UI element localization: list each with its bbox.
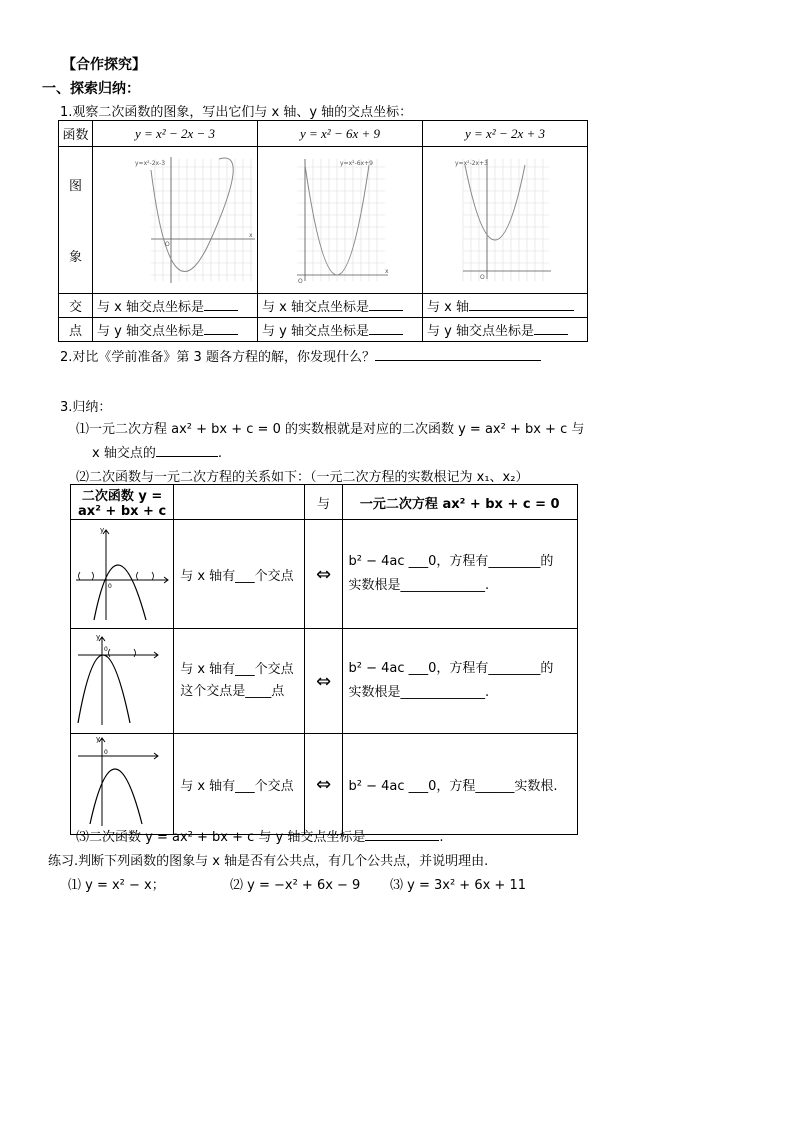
x-int-blank-3[interactable] xyxy=(469,296,574,311)
graph-2-origin: O xyxy=(298,278,303,285)
header-quadratic-equation: 一元二次方程 ax² + bx + c = 0 xyxy=(342,485,577,520)
question-3: 3.归纳： xyxy=(60,400,112,415)
y-intercept-1 xyxy=(93,318,258,342)
exercise-item-1: ⑴ y = x² − x； xyxy=(68,878,165,893)
q3-part1-blank[interactable] xyxy=(156,442,218,457)
question-2-blank[interactable] xyxy=(375,346,541,361)
sketch-3-origin: 0 xyxy=(104,749,108,756)
sketch-two-roots xyxy=(72,520,172,624)
equation-3-line1: b² − 4ac ___0，方程______实数根. xyxy=(348,778,558,794)
x-int-text-2: 与 x 轴交点坐标是 xyxy=(262,300,369,315)
exercise-item-2: ⑵ y = −x² + 6x − 9 xyxy=(230,878,361,893)
iff-1: ⇔ xyxy=(305,520,342,629)
intercept-table xyxy=(58,120,588,342)
y-int-blank-1[interactable] xyxy=(204,320,238,335)
y-int-text-2: 与 y 轴交点坐标是 xyxy=(262,324,369,339)
graph-3-origin: O xyxy=(480,274,485,281)
graph-1-label: y=x²-2x-3 xyxy=(135,160,166,167)
intersections-2 xyxy=(174,629,305,734)
exercise-item-3: ⑶ y = 3x² + 6x + 11 xyxy=(390,878,526,893)
row-label-graph xyxy=(59,147,93,294)
equation-1-line2: 实数根是_____________. xyxy=(348,578,490,593)
graph-label-1: 图 xyxy=(68,179,82,194)
graph-cell-2 xyxy=(258,147,423,294)
graph-1-x-label: x xyxy=(249,232,253,239)
equation-1 xyxy=(342,520,577,629)
x-int-text-1: 与 x 轴交点坐标是 xyxy=(97,300,204,315)
sketch-1-origin: 0 xyxy=(108,583,112,590)
q3-part1-line2-text: x 轴交点的 xyxy=(92,446,156,461)
intersections-1-text: 与 x 轴有___个交点 xyxy=(180,568,294,584)
x-int-text-3: 与 x 轴 xyxy=(427,300,469,315)
question-2 xyxy=(60,346,541,365)
iff-3: ⇔ xyxy=(305,734,342,835)
sketch-no-root xyxy=(72,734,172,830)
y-int-text-3: 与 y 轴交点坐标是 xyxy=(427,324,534,339)
row-label-int-1: 交 xyxy=(59,294,93,318)
sketch-3-y: y xyxy=(96,735,101,743)
graph-1 xyxy=(95,149,255,287)
graph-3 xyxy=(425,149,585,287)
y-int-blank-2[interactable] xyxy=(369,320,403,335)
header-quadratic-function: 二次函数 y = ax² + bx + c xyxy=(71,485,174,520)
graph-1-origin: O xyxy=(165,241,170,248)
sketch-cell-1 xyxy=(71,520,174,629)
y-int-text-1: 与 y 轴交点坐标是 xyxy=(97,324,204,339)
q3-part2: ⑵二次函数与一元二次方程的关系如下：（一元二次方程的实数根记为 x₁、x₂） xyxy=(76,470,529,485)
equation-2 xyxy=(342,629,577,734)
q3-part1-line2: x 轴交点的 . xyxy=(92,442,222,461)
sketch-2-origin: 0 xyxy=(104,646,108,653)
header-function: 函数 xyxy=(59,121,93,147)
sketch-cell-2 xyxy=(71,629,174,734)
function-2: y = x² − 6x + 9 xyxy=(258,121,423,147)
relation-table xyxy=(70,484,578,835)
part1-heading: 一、探索归纳： xyxy=(42,81,140,97)
q3-part3-blank[interactable] xyxy=(365,826,439,841)
intersections-3 xyxy=(174,734,305,835)
graph-2-label: y=x²-6x+9 xyxy=(340,160,373,167)
section-title: 【合作探究】 xyxy=(62,57,146,73)
row-label-int-2: 点 xyxy=(59,318,93,342)
header-with: 与 xyxy=(305,485,342,520)
iff-2: ⇔ xyxy=(305,629,342,734)
question-2-text: 2.对比《学前准备》第 3 题各方程的解，你发现什么？ xyxy=(60,350,375,365)
x-int-blank-1[interactable] xyxy=(204,296,238,311)
graph-2 xyxy=(260,149,420,287)
equation-3 xyxy=(342,734,577,835)
x-intercept-2 xyxy=(258,294,423,318)
intersections-2-text: 与 x 轴有___个交点 xyxy=(180,662,294,677)
y-intercept-2 xyxy=(258,318,423,342)
sketch-cell-3 xyxy=(71,734,174,835)
function-1: y = x² − 2x − 3 xyxy=(93,121,258,147)
graph-3-label: y=x²-2x+3 xyxy=(455,160,488,167)
sketch-one-root xyxy=(72,629,172,729)
q3-part3-text: ⑶二次函数 y = ax² + bx + c 与 y 轴交点坐标是 xyxy=(76,830,366,845)
q3-part3: ⑶二次函数 y = ax² + bx + c 与 y 轴交点坐标是 . xyxy=(76,826,444,845)
function-3: y = x² − 2x + 3 xyxy=(423,121,588,147)
intersections-1 xyxy=(174,520,305,629)
intersections-3-text: 与 x 轴有___个交点 xyxy=(180,778,294,794)
equation-2-line2: 实数根是_____________. xyxy=(348,685,490,700)
y-int-blank-3[interactable] xyxy=(534,320,568,335)
equation-2-line1: b² − 4ac ___0，方程有________的 xyxy=(348,661,554,676)
exercise-prompt: 练习.判断下列函数的图象与 x 轴是否有公共点，有几个公共点，并说明理由. xyxy=(48,854,489,869)
q3-part1-line1: ⑴一元二次方程 ax² + bx + c = 0 的实数根就是对应的二次函数 y = ax² + bx + c 与 xyxy=(76,422,585,437)
sketch-2-y: y xyxy=(96,633,101,641)
x-int-blank-2[interactable] xyxy=(369,296,403,311)
x-intercept-1 xyxy=(93,294,258,318)
graph-2-x-label: x xyxy=(385,268,389,275)
equation-1-line1: b² − 4ac ___0，方程有________的 xyxy=(348,554,554,569)
intersections-2-text2: 这个交点是____点 xyxy=(180,684,285,699)
graph-label-2: 象 xyxy=(68,250,82,265)
x-intercept-3 xyxy=(423,294,588,318)
sketch-1-y: y xyxy=(100,526,105,534)
graph-cell-3 xyxy=(423,147,588,294)
y-intercept-3 xyxy=(423,318,588,342)
graph-cell-1 xyxy=(93,147,258,294)
question-1: 1.观察二次函数的图象，写出它们与 x 轴、y 轴的交点坐标： xyxy=(60,105,413,120)
